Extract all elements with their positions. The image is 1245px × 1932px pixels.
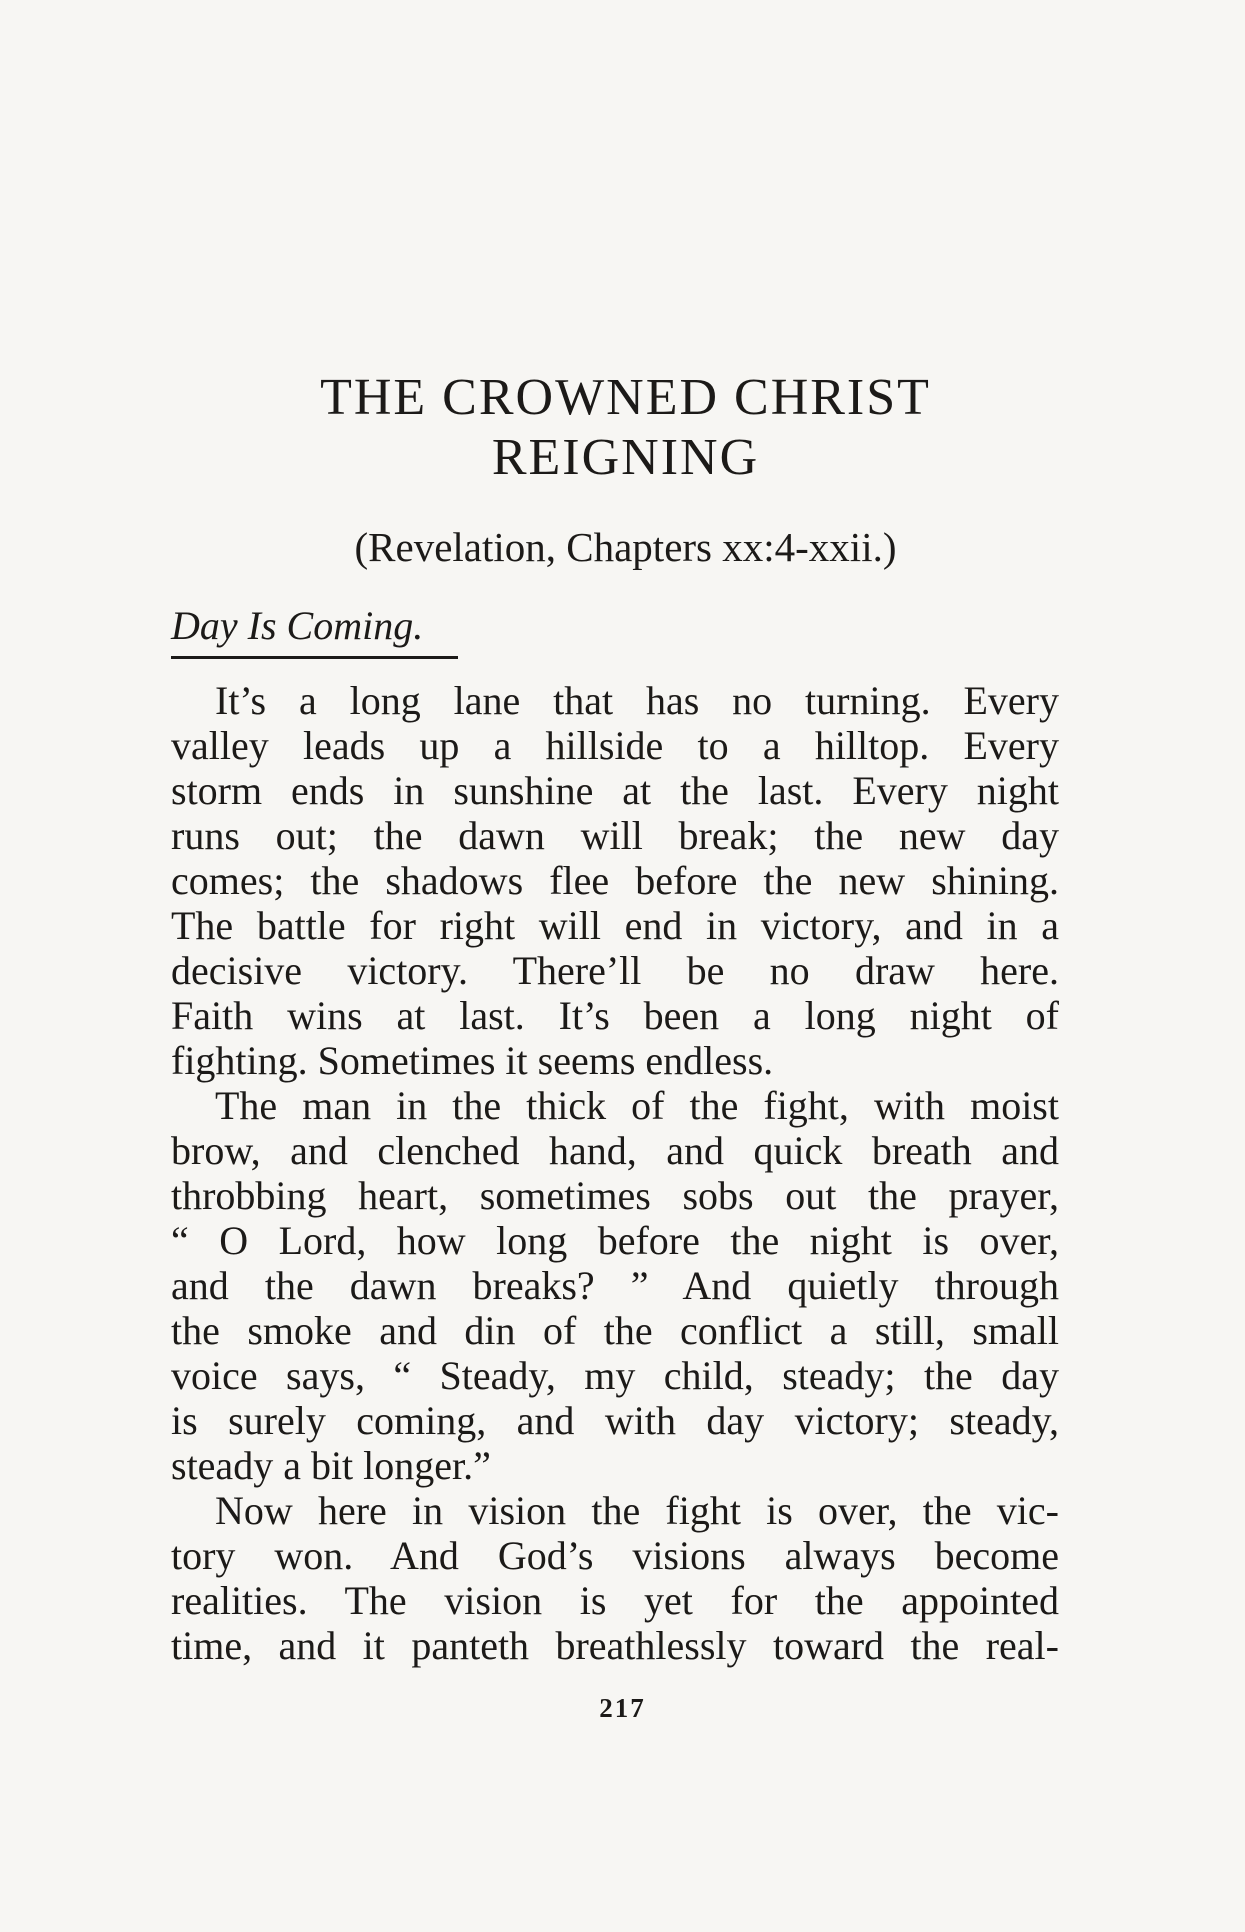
text-line: It’s a long lane that has no turning. Every (215, 678, 1059, 723)
text-line: is surely coming, and with day victory; steady, (171, 1398, 1059, 1443)
section-heading-underline (171, 656, 458, 659)
text-line: throbbing heart, sometimes sobs out the prayer, (171, 1173, 1059, 1218)
text-line: steady a bit longer.” (171, 1443, 491, 1488)
text-line: and the dawn breaks? ” And quietly through (171, 1263, 1059, 1308)
paragraph-3 (171, 1488, 1059, 1668)
chapter-title-line-2: REIGNING (491, 429, 760, 486)
text-line: “ O Lord, how long before the night is over, (171, 1218, 1059, 1263)
body-text (171, 678, 1059, 1668)
page-number: 217 (599, 1693, 646, 1723)
chapter-title-line-1: THE CROWNED CHRIST (320, 369, 931, 426)
text-line: runs out; the dawn will break; the new day (171, 813, 1059, 858)
text-line: Now here in vision the fight is over, the vic- (215, 1488, 1059, 1533)
text-line: the smoke and din of the conflict a still, small (171, 1308, 1059, 1353)
text-line: valley leads up a hillside to a hilltop. Every (171, 723, 1059, 768)
text-line: fighting. Sometimes it seems endless. (171, 1038, 774, 1083)
paragraph-2 (171, 1083, 1059, 1488)
text-line: The man in the thick of the fight, with moist (215, 1083, 1059, 1128)
text-line: tory won. And God’s visions always become (171, 1533, 1059, 1578)
section-heading: Day Is Coming. (171, 603, 424, 648)
text-line: voice says, “ Steady, my child, steady; the day (171, 1353, 1059, 1398)
paragraph-1 (171, 678, 1059, 1083)
text-line: brow, and clenched hand, and quick breath and (171, 1128, 1059, 1173)
text-line: decisive victory. There’ll be no draw here. (171, 948, 1059, 993)
text-line: Faith wins at last. It’s been a long night of (171, 993, 1059, 1038)
chapter-subtitle: (Revelation, Chapters xx:4-xxii.) (354, 524, 897, 570)
text-line: comes; the shadows flee before the new shining. (171, 858, 1059, 903)
text-line: time, and it panteth breathlessly toward the real- (171, 1623, 1059, 1668)
text-line: realities. The vision is yet for the appointed (171, 1578, 1059, 1623)
text-line: storm ends in sunshine at the last. Every night (171, 768, 1059, 813)
text-line: The battle for right will end in victory, and in a (171, 903, 1059, 948)
